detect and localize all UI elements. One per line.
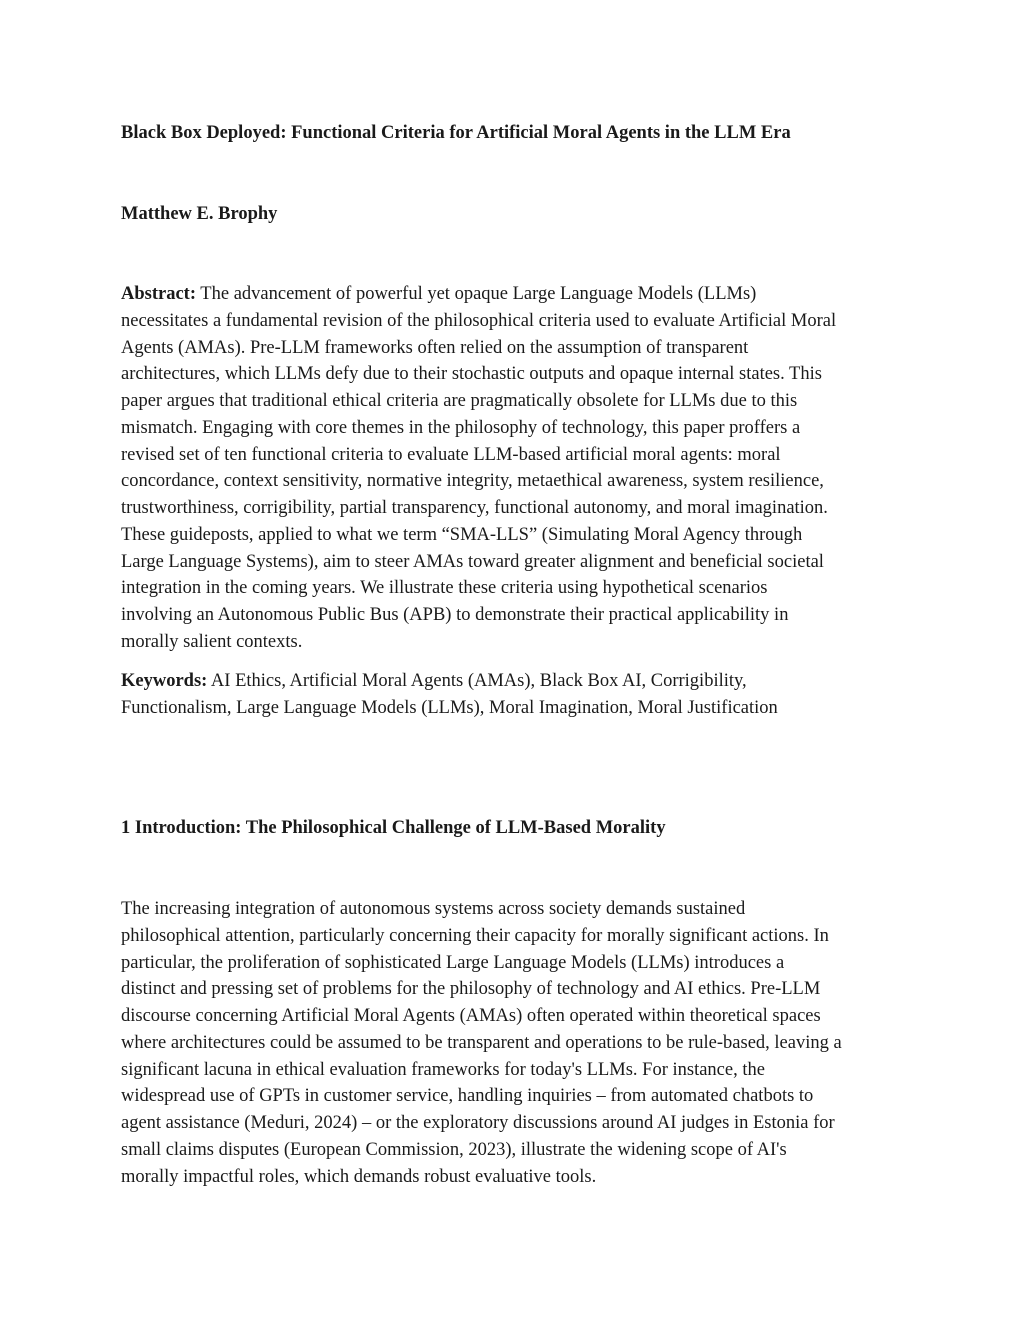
keywords-line — [121, 668, 911, 695]
introduction-paragraph — [121, 896, 911, 1190]
abstract-text: The advancement of powerful yet opaque Large Language Models (LLMs) — [196, 284, 757, 304]
abstract-line: morally salient contexts. — [121, 631, 303, 652]
body-line: significant lacuna in ethical evaluation frameworks for today's LLMs. For instance, the — [121, 1059, 765, 1080]
abstract-line: paper argues that traditional ethical criteria are pragmatically obsolete for LLMs due to this — [121, 391, 798, 411]
abstract-paragraph — [121, 281, 911, 656]
abstract-line: necessitates a fundamental revision of the philosophical criteria used to evaluate Artificial Moral — [121, 310, 837, 331]
keywords-line: Functionalism, Large Language Models (LLMs), Moral Imagination, Moral Justification — [121, 697, 778, 718]
body-line: discourse concerning Artificial Moral Agents (AMAs) often operated within theoretical spaces — [121, 1006, 821, 1026]
section-heading-introduction: 1 Introduction: The Philosophical Challenge of LLM-Based Morality — [121, 818, 666, 838]
abstract-line: Large Language Systems), aim to steer AMAs toward greater alignment and beneficial societal — [121, 551, 824, 572]
abstract-line: Agents (AMAs). Pre-LLM frameworks often relied on the assumption of transparent — [121, 337, 749, 358]
body-line: philosophical attention, particularly concerning their capacity for morally significant actions. In — [121, 925, 829, 946]
body-line: morally impactful roles, which demands robust evaluative tools. — [121, 1166, 597, 1187]
body-line: particular, the proliferation of sophisticated Large Language Models (LLMs) introduces a — [121, 952, 785, 973]
keywords-paragraph — [121, 668, 911, 722]
keywords-text: AI Ethics, Artificial Moral Agents (AMAs), Black Box AI, Corrigibility, — [207, 671, 747, 691]
abstract-line: concordance, context sensitivity, normative integrity, metaethical awareness, system resilience, — [121, 471, 824, 492]
abstract-line: mismatch. Engaging with core themes in the philosophy of technology, this paper proffers a — [121, 417, 801, 438]
body-line: widespread use of GPTs in customer service, handling inquiries – from automated chatbots to — [121, 1086, 814, 1107]
abstract-label: Abstract: — [121, 284, 197, 304]
abstract-line: These guideposts, applied to what we term “SMA-LLS” (Simulating Moral Agency through — [121, 524, 803, 545]
abstract-line: involving an Autonomous Public Bus (APB) to demonstrate their practical applicability in — [121, 605, 789, 625]
abstract-line: architectures, which LLMs defy due to their stochastic outputs and opaque internal states. This — [121, 364, 822, 385]
abstract-line: integration in the coming years. We illustrate these criteria using hypothetical scenarios — [121, 578, 768, 599]
author-name: Matthew E. Brophy — [121, 204, 278, 224]
body-line: small claims disputes (European Commission, 2023), illustrate the widening scope of AI's — [121, 1139, 787, 1160]
body-line: where architectures could be assumed to be transparent and operations to be rule-based, leaving a — [121, 1032, 842, 1053]
body-line: agent assistance (Meduri, 2024) – or the exploratory discussions around AI judges in Estonia for — [121, 1113, 835, 1133]
keywords-label: Keywords: — [121, 671, 208, 691]
abstract-line — [121, 281, 911, 308]
body-line: The increasing integration of autonomous systems across society demands sustained — [121, 899, 746, 919]
paper-title: Black Box Deployed: Functional Criteria for Artificial Moral Agents in the LLM Era — [121, 123, 791, 143]
abstract-line: revised set of ten functional criteria to evaluate LLM-based artificial moral agents: moral — [121, 444, 781, 465]
body-line: distinct and pressing set of problems for the philosophy of technology and AI ethics. Pre-LLM — [121, 979, 821, 1000]
abstract-line: trustworthiness, corrigibility, partial transparency, functional autonomy, and moral imagination. — [121, 498, 828, 518]
